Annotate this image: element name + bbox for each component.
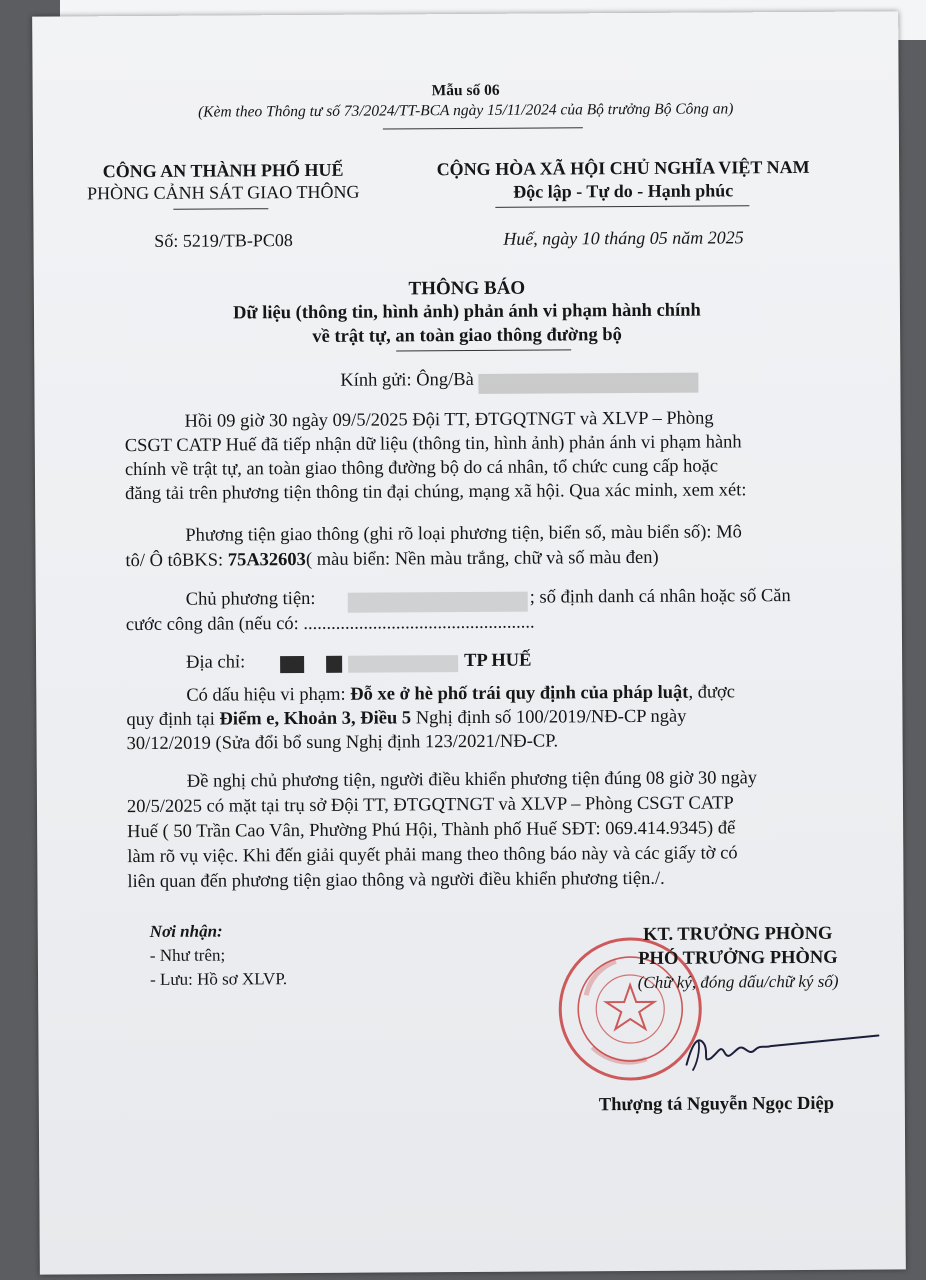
agency-department: PHÒNG CẢNH SÁT GIAO THÔNG — [86, 181, 360, 204]
violation-decree: Nghị định số 100/2019/NĐ-CP ngày — [411, 706, 687, 729]
body-p1-line2: CSGT CATP Huế đã tiếp nhận dữ liệu (thông tin, hình ảnh) phản ánh vi phạm hành — [124, 432, 742, 457]
agency-underline — [173, 208, 268, 210]
owner-id-line: cước công dân (nếu có: .................................................. — [125, 612, 535, 636]
request-line3: Huế ( 50 Trần Cao Vân, Phường Phú Hội, Thành phố Huế SĐT: 069.414.9345) để — [127, 818, 736, 843]
redacted-owner — [348, 592, 528, 613]
address-label: Địa chỉ: — [186, 652, 246, 673]
document-number: Số: 5219/TB-PC08 — [154, 230, 293, 251]
violation-suffix: , được — [688, 682, 736, 703]
violation-line2 — [126, 707, 686, 731]
document-subtitle-2: về trật tự, an toàn giao thông đường bộ — [312, 325, 622, 347]
body-p1-line4: đăng tải trên phương tiện thông tin đại chúng, mạng xã hội. Qua xác minh, xem xét: — [125, 480, 747, 505]
violation-description: Đỗ xe ở hè phố trái quy định của pháp luật — [350, 682, 689, 705]
address-city: TP HUẾ — [464, 650, 532, 672]
receiver-item-1: - Như trên; — [149, 945, 226, 965]
document-subtitle-1: Dữ liệu (thông tin, hình ảnh) phản ánh vi phạm hành chính — [233, 300, 701, 324]
receiver-item-2: - Lưu: Hồ sơ XLVP. — [149, 969, 288, 989]
recipient-label: Kính gửi: Ông/Bà — [340, 369, 474, 391]
signature-title-1: KT. TRƯỞNG PHÒNG — [643, 923, 833, 945]
form-label: Mẫu số 06 — [431, 81, 500, 100]
country-name: CỘNG HÒA XÃ HỘI CHỦ NGHĨA VIỆT NAM — [436, 156, 810, 180]
violation-article: Điểm e, Khoản 3, Điều 5 — [219, 708, 412, 730]
violation-line1 — [186, 682, 735, 706]
plate-color: ( màu biển: Nền màu trắng, chữ và số màu đen) — [305, 547, 659, 570]
receivers-label: Nơi nhận: — [149, 921, 223, 941]
violation-label: Có dấu hiệu vi phạm: — [186, 684, 351, 706]
document-page — [32, 11, 906, 1274]
violation-line3: 30/12/2019 (Sửa đổi bổ sung Nghị định 123/2021/NĐ-CP. — [126, 731, 559, 755]
vehicle-type: tô/ Ô tôBKS: — [125, 550, 228, 572]
violation-regulation-label: quy định tại — [126, 709, 220, 731]
signature-note: (Chữ ký, đóng dấu/chữ ký số) — [637, 971, 839, 992]
basis-underline — [383, 127, 583, 129]
request-line1: Đề nghị chủ phương tiện, người điều khiển phương tiện đúng 08 giờ 30 ngày — [186, 768, 758, 792]
national-motto: Độc lập - Tự do - Hạnh phúc — [513, 180, 734, 202]
form-basis: (Kèm theo Thông tư số 73/2024/TT-BCA ngày 15/11/2024 của Bộ trưởng Bộ Công an) — [197, 100, 734, 121]
request-line4: làm rõ vụ việc. Khi đến giải quyết phải mang theo thông báo này và các giấy tờ có — [127, 843, 738, 868]
signer-name: Thượng tá Nguyễn Ngọc Diệp — [598, 1093, 835, 1116]
redacted-address-2 — [326, 656, 342, 673]
handwritten-signature — [658, 1021, 888, 1082]
license-plate: 75A32603 — [227, 549, 306, 571]
title-underline — [396, 349, 571, 351]
owner-label: Chủ phương tiện: — [185, 588, 316, 610]
body-p1-line3: chính về trật tự, an toàn giao thông đường bộ do cá nhân, tổ chức cung cấp hoặc — [124, 456, 719, 481]
vehicle-line1: Phương tiện giao thông (ghi rõ loại phương tiện, biển số, màu biển số): Mô — [185, 522, 742, 546]
request-line2: 20/5/2025 có mặt tại trụ sở Đội TT, ĐTGQTNGT và XLVP – Phòng CSGT CATP — [126, 793, 734, 818]
vehicle-line2 — [125, 548, 658, 572]
document-title: THÔNG BÁO — [408, 277, 526, 300]
body-p1-line1: Hồi 09 giờ 30 ngày 09/5/2025 Đội TT, ĐTGQTNGT và XLVP – Phòng — [184, 408, 714, 432]
owner-id-label: ; số định danh cá nhân hoặc số Căn — [529, 586, 791, 608]
request-line5: liên quan đến phương tiện giao thông và người điều khiển phương tiện./. — [127, 868, 665, 893]
redacted-recipient — [478, 373, 698, 394]
agency-name: CÔNG AN THÀNH PHỐ HUẾ — [102, 159, 344, 182]
motto-underline — [495, 205, 749, 208]
redacted-address-3 — [348, 655, 458, 673]
redacted-address-1 — [280, 656, 304, 673]
signature-title-2: PHÓ TRƯỞNG PHÒNG — [638, 947, 838, 969]
place-date: Huế, ngày 10 tháng 05 năm 2025 — [503, 227, 744, 249]
